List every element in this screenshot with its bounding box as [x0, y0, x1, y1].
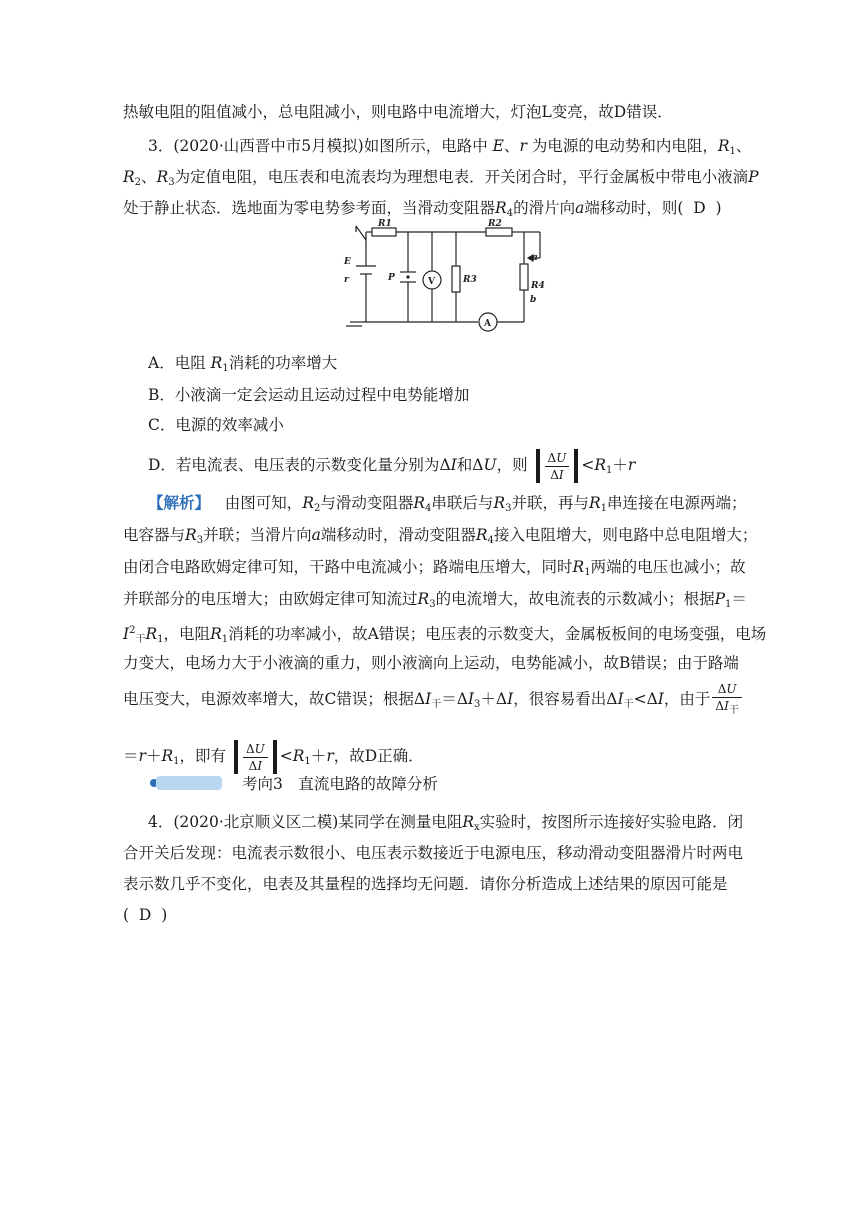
question-3-answer: D — [693, 199, 706, 217]
label-b-end: b — [530, 295, 537, 305]
analysis-line-1: 【解析】 由图可知，$R_2$与滑动变阻器$R_4$串联后与$R_3$并联，再与$R_1$串连接在电源两端； — [148, 493, 747, 514]
option-d: D．若电流表、电压表的示数变化量分别为ΔI和ΔU，则 $\frac{\Delta U}{\Delta I}$ $<R_1+r$ — [148, 450, 636, 482]
label-p: P — [388, 273, 395, 283]
analysis-line-4: 并联部分的电压增大；由欧姆定律可知流过$R_3$的电流增大，故电流表的示数减小；根据$P_1=$ — [123, 590, 747, 610]
label-r2: R2 — [488, 219, 502, 229]
question-4-answer: D — [138, 906, 152, 924]
analysis-line-2: 电容器与$R_3$并联；当滑片向a端移动时，滑动变阻器$R_4$接入电阻增大，则电路中总电阻增大； — [123, 526, 758, 546]
label-e: E — [344, 257, 351, 267]
question-4-line-1: 4．(2020·北京顺义区二模)某同学在测量电阻$R_x$实验时，按图所示连接好实验电路．闭 — [148, 813, 744, 833]
option-c: C．电源的效率减小 — [148, 416, 284, 434]
analysis-line-8: $=r+R_1$，即有 $\frac{\Delta U}{\Delta I}$ $<R_1+r$，故D正确． — [123, 741, 424, 773]
analysis-line-5: $I^2_干R_1$，电阻$R_1$消耗的功率减小，故A错误；电压表的示数变大，金属板板间的电场变强，电场 — [123, 625, 767, 646]
text-line: 热敏电阻的阻值减小，总电阻减小，则电路中电流增大，灯泡L变亮，故D错误． — [123, 103, 673, 121]
question-3-line-3: 处于静止状态．选地面为零电势参考面，当滑动变阻器$R_4$的滑片向a端移动时，则( D ) — [123, 199, 722, 219]
analysis-tag: 【解析】 — [148, 493, 211, 512]
question-4-line-2: 合开关后发现：电流表示数很小、电压表示数接近于电源电压，移动滑动变阻器滑片时两电 — [123, 844, 744, 862]
question-3-line-2: $R_2$、$R_3$为定值电阻，电压表和电流表均为理想电表．开关闭合时，平行金属板中带电小液滴P — [123, 168, 759, 188]
section-marker-pill — [156, 776, 222, 790]
question-4-line-4: ( D ) — [123, 906, 168, 924]
label-a-end: a — [532, 253, 538, 263]
analysis-line-6: 力变大，电场力大于小液滴的重力，则小液滴向上运动，电势能减小，故B错误；由于路端 — [123, 654, 739, 672]
question-3-line-1: 3．(2020·山西晋中市5月模拟)如图所示，电路中 E、r 为电源的电动势和内电阻，$R_1$、 — [148, 137, 752, 157]
option-a: A．电阻 $R_1$消耗的功率增大 — [148, 354, 338, 374]
label-a: A — [484, 319, 491, 329]
option-b: B．小液滴一定会运动且运动过程中电势能增加 — [148, 386, 470, 404]
section-title: 考向3 直流电路的故障分析 — [242, 775, 438, 793]
label-r1: R1 — [378, 219, 392, 229]
analysis-line-7: 电压变大，电源效率增大，故C错误；根据$\Delta I_干=\Delta I_3+\Delta I$，很容易看出$\Delta I_干<\Delta I$，由于 $\frac{\Delta U}{\Delta I_干}$ — [123, 681, 744, 723]
circuit-diagram — [336, 218, 556, 336]
label-r3: R3 — [463, 275, 477, 285]
analysis-line-3: 由闭合电路欧姆定律可知，干路中电流减小；路端电压增大，同时$R_1$两端的电压也减小；故 — [123, 558, 746, 578]
question-4-line-3: 表示数几乎不变化，电表及其量程的选择均无问题．请你分析造成上述结果的原因可能是 — [123, 875, 728, 893]
label-r4: R4 — [531, 281, 545, 291]
label-r: r — [344, 275, 349, 285]
label-v: V — [428, 277, 435, 287]
